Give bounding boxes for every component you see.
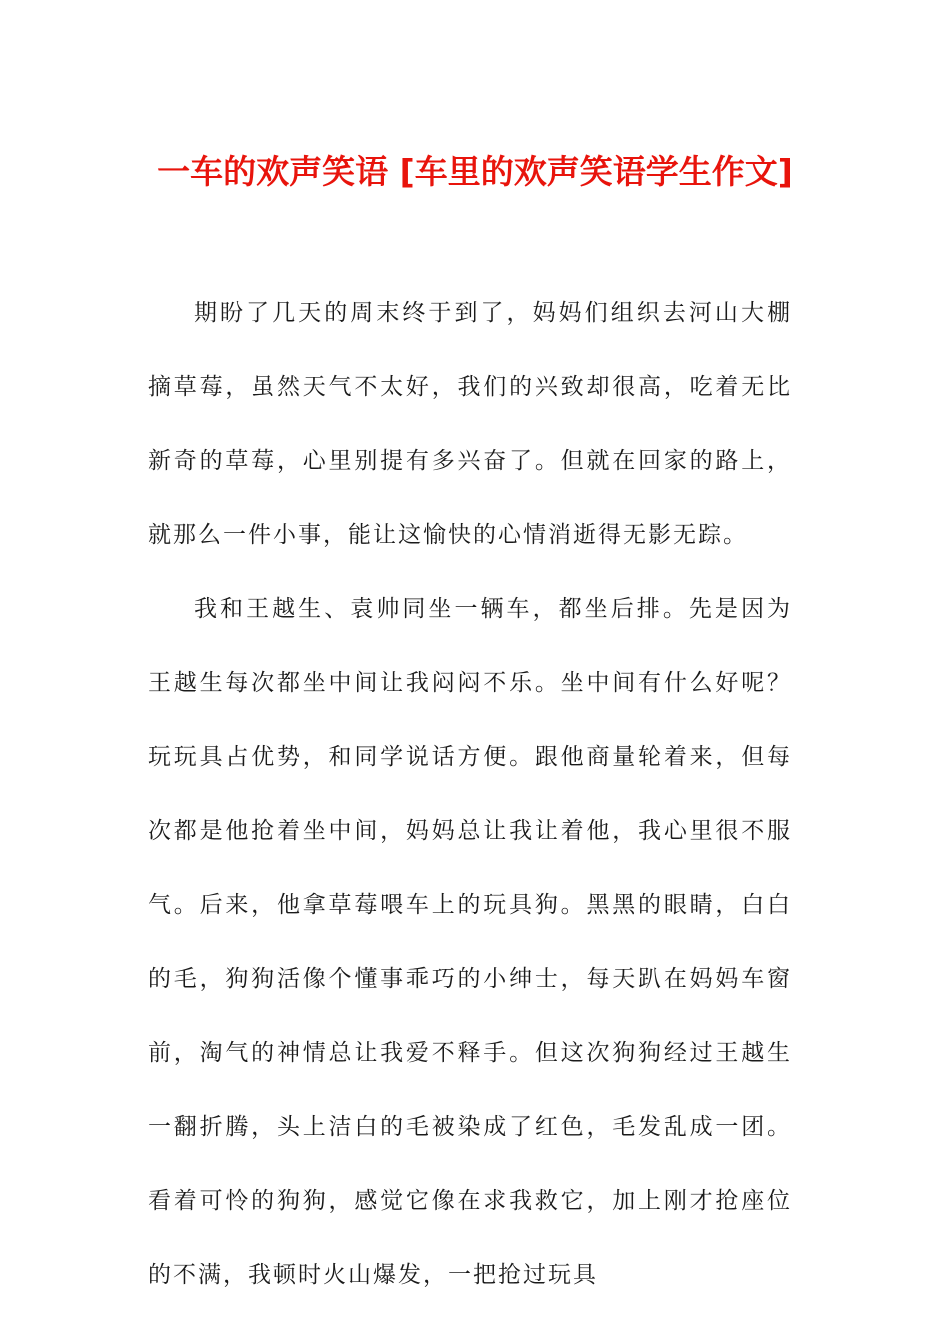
document-title: 一车的欢声笑语 [车里的欢声笑语学生作文] <box>157 152 793 191</box>
paragraph: 期盼了几天的周末终于到了，妈妈们组织去河山大棚摘草莓，虽然天气不太好，我们的兴致却很高，吃着无比新奇的草莓，心里别提有多兴奋了。但就在回家的路上，就那么一件小事，能让这愉快的心情消逝得无影无踪。 <box>148 300 792 548</box>
paragraph: 我和王越生、袁帅同坐一辆车，都坐后排。先是因为王越生每次都坐中间让我闷闷不乐。坐中间有什么好呢？玩玩具占优势，和同学说话方便。跟他商量轮着来，但每次都是他抢着坐中间，妈妈总让我让着他，我心里很不服气。后来，他拿草莓喂车上的玩具狗。黑黑的眼睛，白白的毛，狗狗活像个懂事乖巧的小绅士，每天趴在妈妈车窗前，淘气的神情总让我爱不释手。但这次狗狗经过王越生一翻折腾，头上洁白的毛被染成了红色，毛发乱成一团。看着可怜的狗狗，感觉它像在求我救它，加上刚才抢座位的不满，我顿时火山爆发，一把抢过玩具 <box>148 596 792 1288</box>
document-body <box>148 276 792 1312</box>
